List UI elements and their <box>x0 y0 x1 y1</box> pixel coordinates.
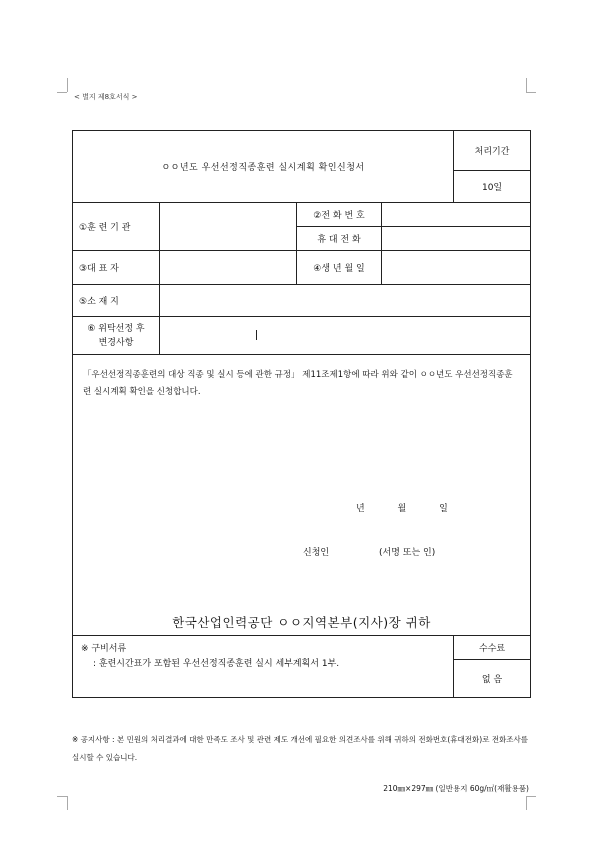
required-docs-item: : 훈련시간표가 포함된 우선선정직종훈련 실시 세부계획서 1부. <box>93 659 340 669</box>
crop-mark-top-left-h <box>57 92 67 93</box>
fee-label: 수수료 <box>454 636 531 660</box>
address-label: ⑤소 재 지 <box>73 285 160 317</box>
text-cursor <box>256 330 257 340</box>
form-number-label: < 별지 제8호서식 > <box>74 93 138 101</box>
training-org-label: ①훈 련 기 관 <box>73 203 160 251</box>
crop-mark-bottom-left-h <box>57 796 67 797</box>
fee-value: 없 음 <box>454 660 531 698</box>
representative-label: ③대 표 자 <box>73 251 160 285</box>
crop-mark-bottom-right-h <box>526 796 536 797</box>
crop-mark-bottom-left-v <box>67 796 68 810</box>
required-docs <box>73 636 454 698</box>
change-label-line1: ⑥ 위탁선정 후 <box>87 323 145 334</box>
statement-area <box>73 355 531 636</box>
paper-spec-footer: 210㎜×297㎜ (일반용지 60g/㎡(재활용품) <box>383 784 529 793</box>
crop-mark-top-left-v <box>67 78 68 92</box>
change-label <box>73 317 160 355</box>
crop-mark-bottom-right-v <box>526 796 527 810</box>
statement-text: 「우선선정직종훈련의 대상 직종 및 실시 등에 관한 규정」 제11조제1항에 따라 위와 같이 ㅇㅇ년도 우선선정직종훈련 실시계획 확인을 신청합니다. <box>83 370 513 397</box>
phone-label: ②전 화 번 호 <box>297 203 382 227</box>
form-title: ㅇㅇ년도 우선선정직종훈련 실시계획 확인신청서 <box>73 131 454 203</box>
required-docs-heading: ※ 구비서류 <box>81 644 127 654</box>
change-label-line2: 변경사항 <box>98 337 134 348</box>
notice-text: ※ 공지사항 : 본 민원의 처리결과에 대한 만족도 조사 및 관련 제도 개선에 필요한 의견조사를 위해 귀하의 전화번호(휴대전화)로 전화조사를 실시할 수 있습니다. <box>72 735 529 762</box>
crop-mark-top-right-h <box>526 92 536 93</box>
change-field[interactable] <box>160 317 531 355</box>
address-field[interactable] <box>160 285 531 317</box>
processing-period-label: 처리기간 <box>454 131 531 171</box>
representative-field[interactable] <box>160 251 297 285</box>
signature-label[interactable]: (서명 또는 인) <box>379 548 436 558</box>
birth-date-label: ④생 년 월 일 <box>297 251 382 285</box>
crop-mark-top-right-v <box>526 78 527 92</box>
addressee: 한국산업인력공단 ㅇㅇ지역본부(지사)장 귀하 <box>172 615 431 630</box>
date-line[interactable]: 년 월 일 <box>356 504 448 514</box>
applicant-label: 신청인 <box>303 548 330 558</box>
mobile-label: 휴 대 전 화 <box>297 227 382 251</box>
processing-period-value: 10일 <box>454 171 531 203</box>
application-form <box>72 130 531 698</box>
phone-field[interactable] <box>382 203 531 227</box>
birth-date-field[interactable] <box>382 251 531 285</box>
training-org-field[interactable] <box>160 203 297 251</box>
mobile-field[interactable] <box>382 227 531 251</box>
